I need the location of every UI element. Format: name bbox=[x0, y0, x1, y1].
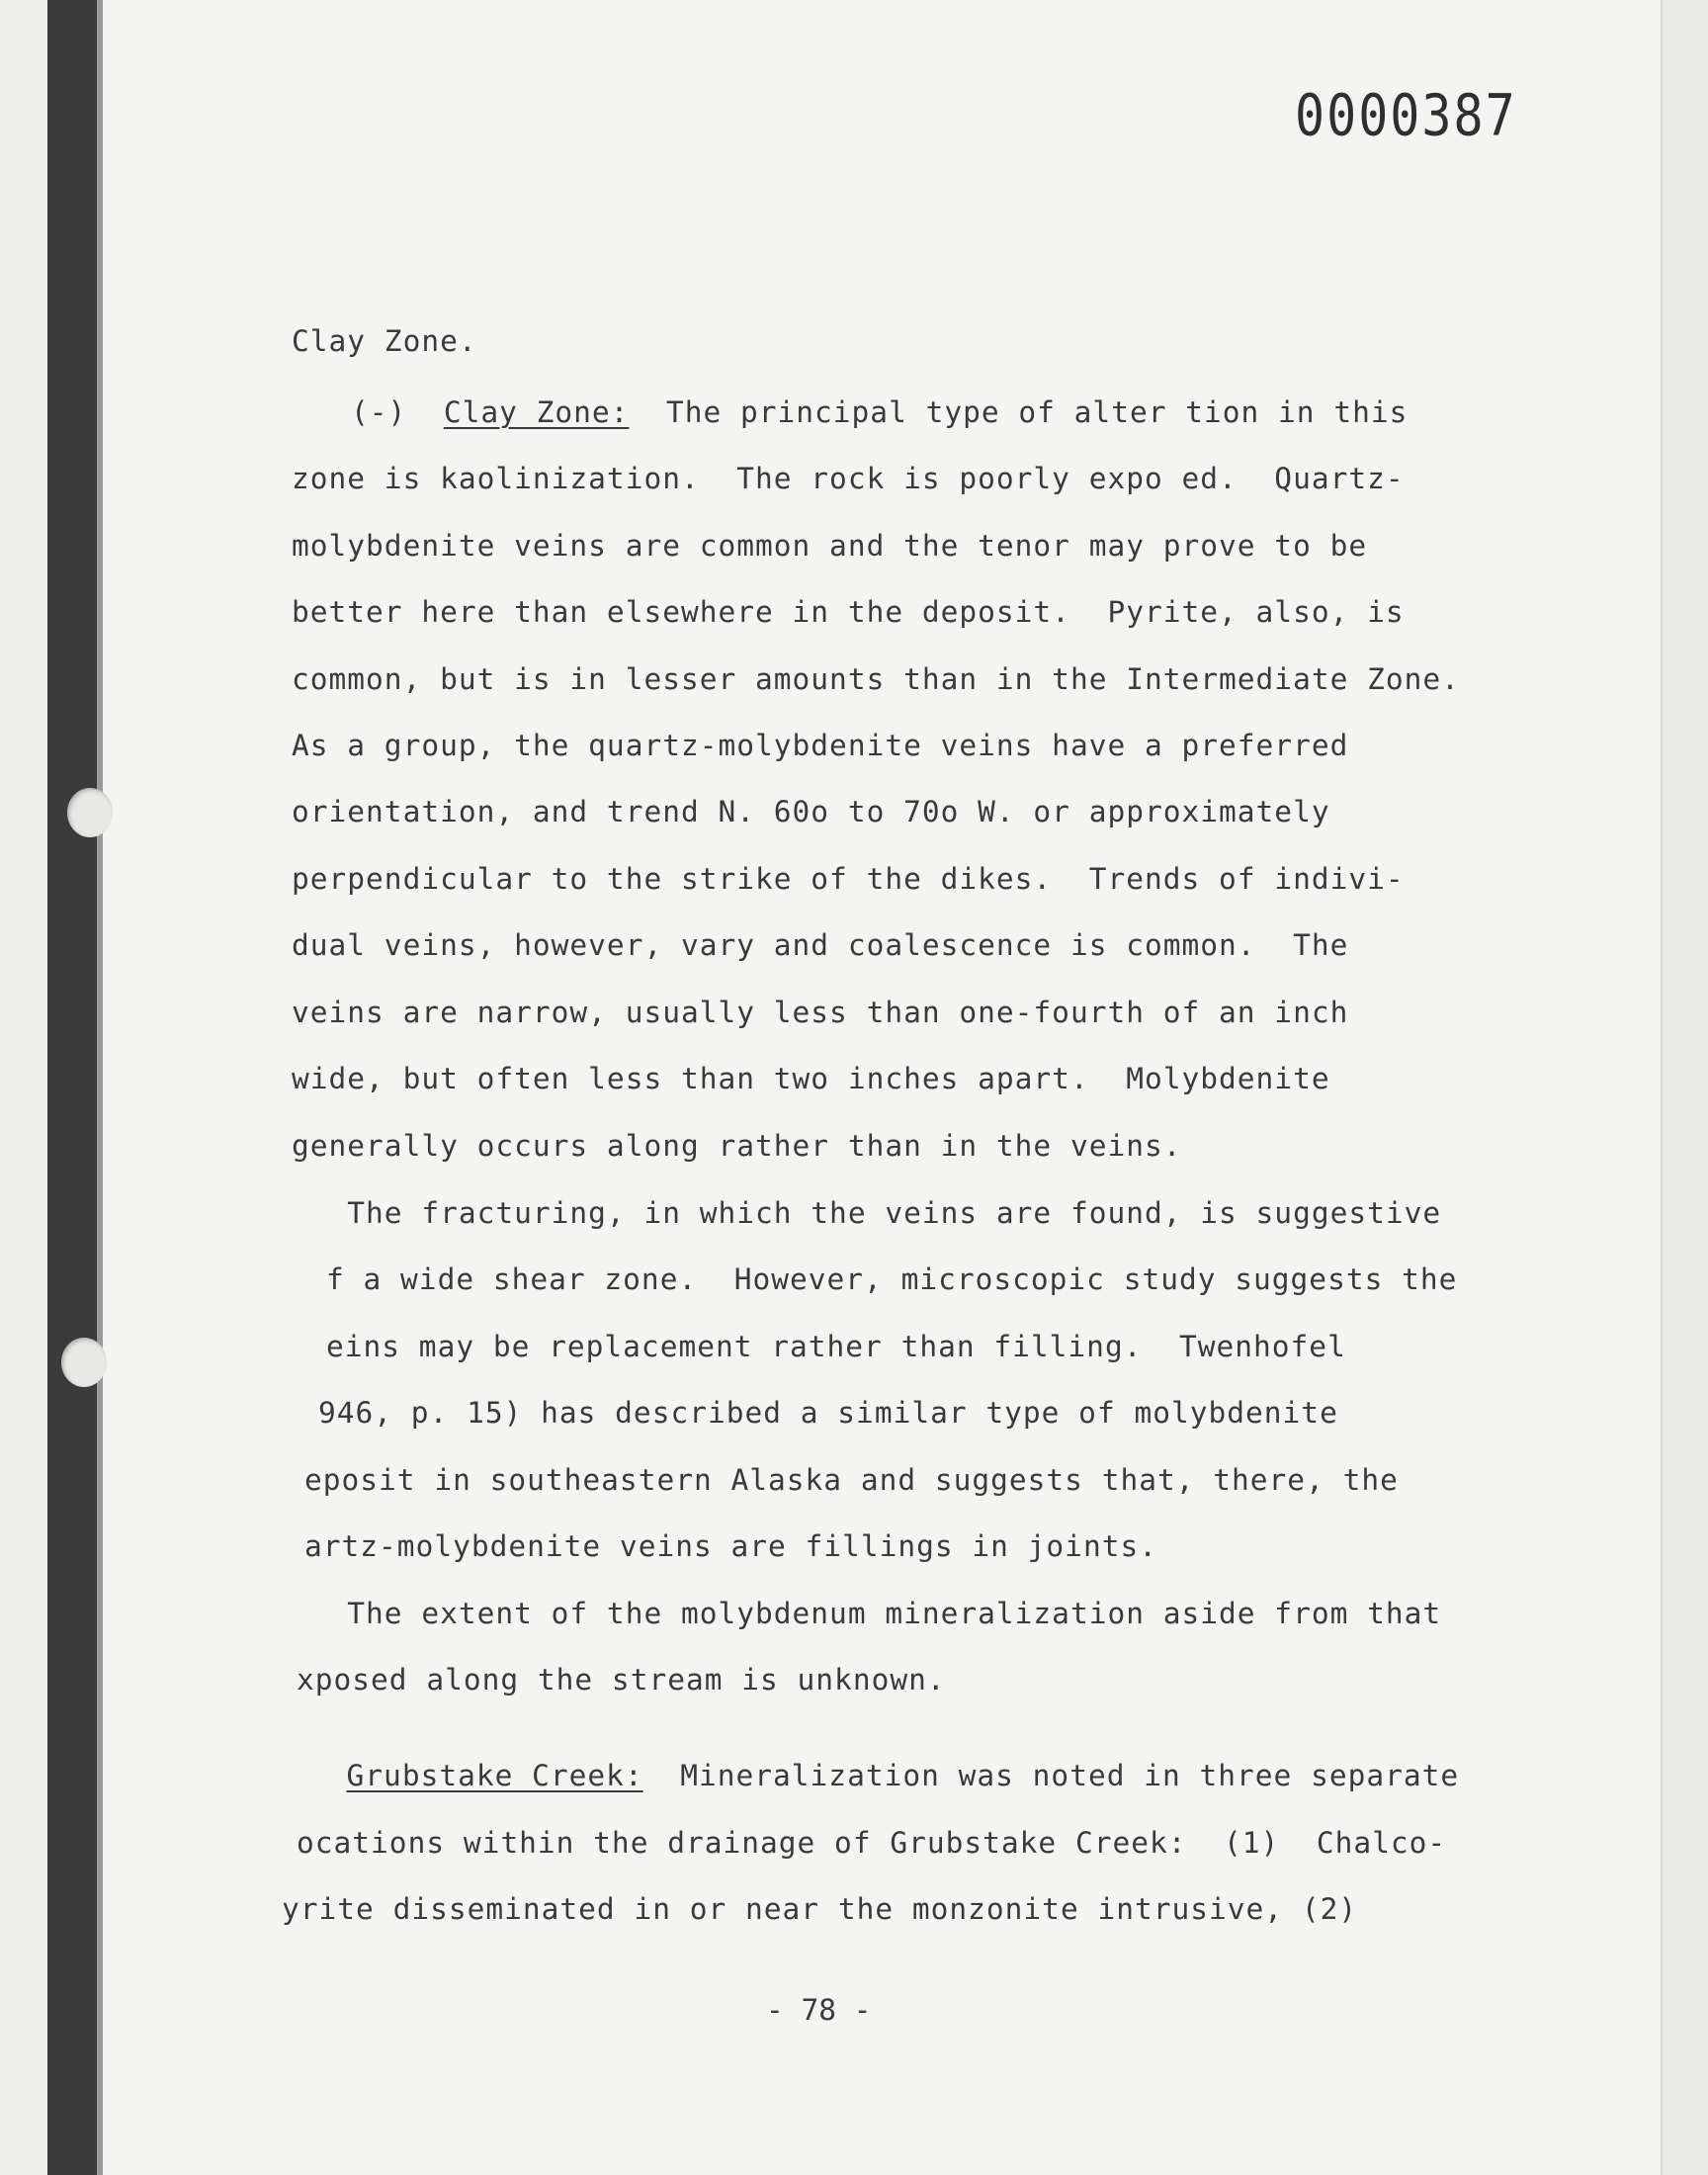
binding-shadow bbox=[97, 0, 103, 2175]
paragraph-line: molybdenite veins are common and the tenor may prove to be bbox=[292, 529, 1368, 563]
subheading-grubstake-creek: Grubstake Creek: bbox=[346, 1759, 643, 1792]
line-text: The principal type of alter tion in this bbox=[629, 395, 1409, 429]
paragraph-line: f a wide shear zone. However, microscopic study suggests the bbox=[326, 1262, 1458, 1296]
paragraph-line: veins are narrow, usually less than one-fourth of an inch bbox=[292, 996, 1349, 1029]
paragraph-line: orientation, and trend N. 60o to 70o W. or approximately bbox=[292, 795, 1330, 828]
page-right-edge bbox=[1661, 0, 1708, 2175]
paragraph-line bbox=[309, 1759, 1460, 1792]
paragraph-line: ocations within the drainage of Grubstake Creek: (1) Chalco- bbox=[297, 1826, 1447, 1860]
paragraph-line bbox=[351, 395, 1409, 429]
paragraph-line: 946, p. 15) has described a similar type of molybdenite bbox=[318, 1396, 1338, 1430]
binding-strip bbox=[47, 0, 97, 2175]
paragraph-line: common, but is in lesser amounts than in the Intermediate Zone. bbox=[292, 662, 1460, 696]
page-number: - 78 - bbox=[766, 1993, 872, 2027]
paragraph-line: dual veins, however, vary and coalescence is common. The bbox=[292, 928, 1349, 962]
paragraph-line: perpendicular to the strike of the dikes. Trends of indivi- bbox=[292, 862, 1405, 896]
list-marker: (-) bbox=[351, 395, 444, 429]
paragraph-line: eposit in southeastern Alaska and suggests that, there, the bbox=[304, 1463, 1399, 1497]
paragraph-line: The fracturing, in which the veins are found, is suggestive bbox=[292, 1196, 1442, 1230]
indent bbox=[309, 1759, 347, 1792]
page-left-edge bbox=[0, 0, 47, 2175]
paragraph-line: artz-molybdenite veins are fillings in joints. bbox=[304, 1529, 1157, 1563]
section-heading: Clay Zone. bbox=[292, 324, 477, 358]
document-number: 0000387 bbox=[1295, 82, 1517, 149]
punch-hole-icon bbox=[61, 1338, 107, 1387]
punch-hole-icon bbox=[67, 788, 113, 837]
paragraph-line: The extent of the molybdenum mineralization aside from that bbox=[292, 1597, 1442, 1630]
paragraph-line: xposed along the stream is unknown. bbox=[297, 1663, 946, 1696]
paragraph-line: better here than elsewhere in the deposit. Pyrite, also, is bbox=[292, 595, 1405, 629]
paragraph-line: yrite disseminated in or near the monzonite intrusive, (2) bbox=[282, 1892, 1358, 1926]
line-text: Mineralization was noted in three separate bbox=[642, 1759, 1460, 1792]
paragraph-line: As a group, the quartz-molybdenite veins have a preferred bbox=[292, 729, 1349, 762]
paragraph-line: generally occurs along rather than in the veins. bbox=[292, 1129, 1182, 1163]
paragraph-line: wide, but often less than two inches apart. Molybdenite bbox=[292, 1062, 1330, 1095]
paragraph-line: eins may be replacement rather than filling. Twenhofel bbox=[326, 1330, 1346, 1363]
paragraph-line: zone is kaolinization. The rock is poorly expo ed. Quartz- bbox=[292, 462, 1405, 495]
subheading-clay-zone: Clay Zone: bbox=[443, 395, 630, 429]
